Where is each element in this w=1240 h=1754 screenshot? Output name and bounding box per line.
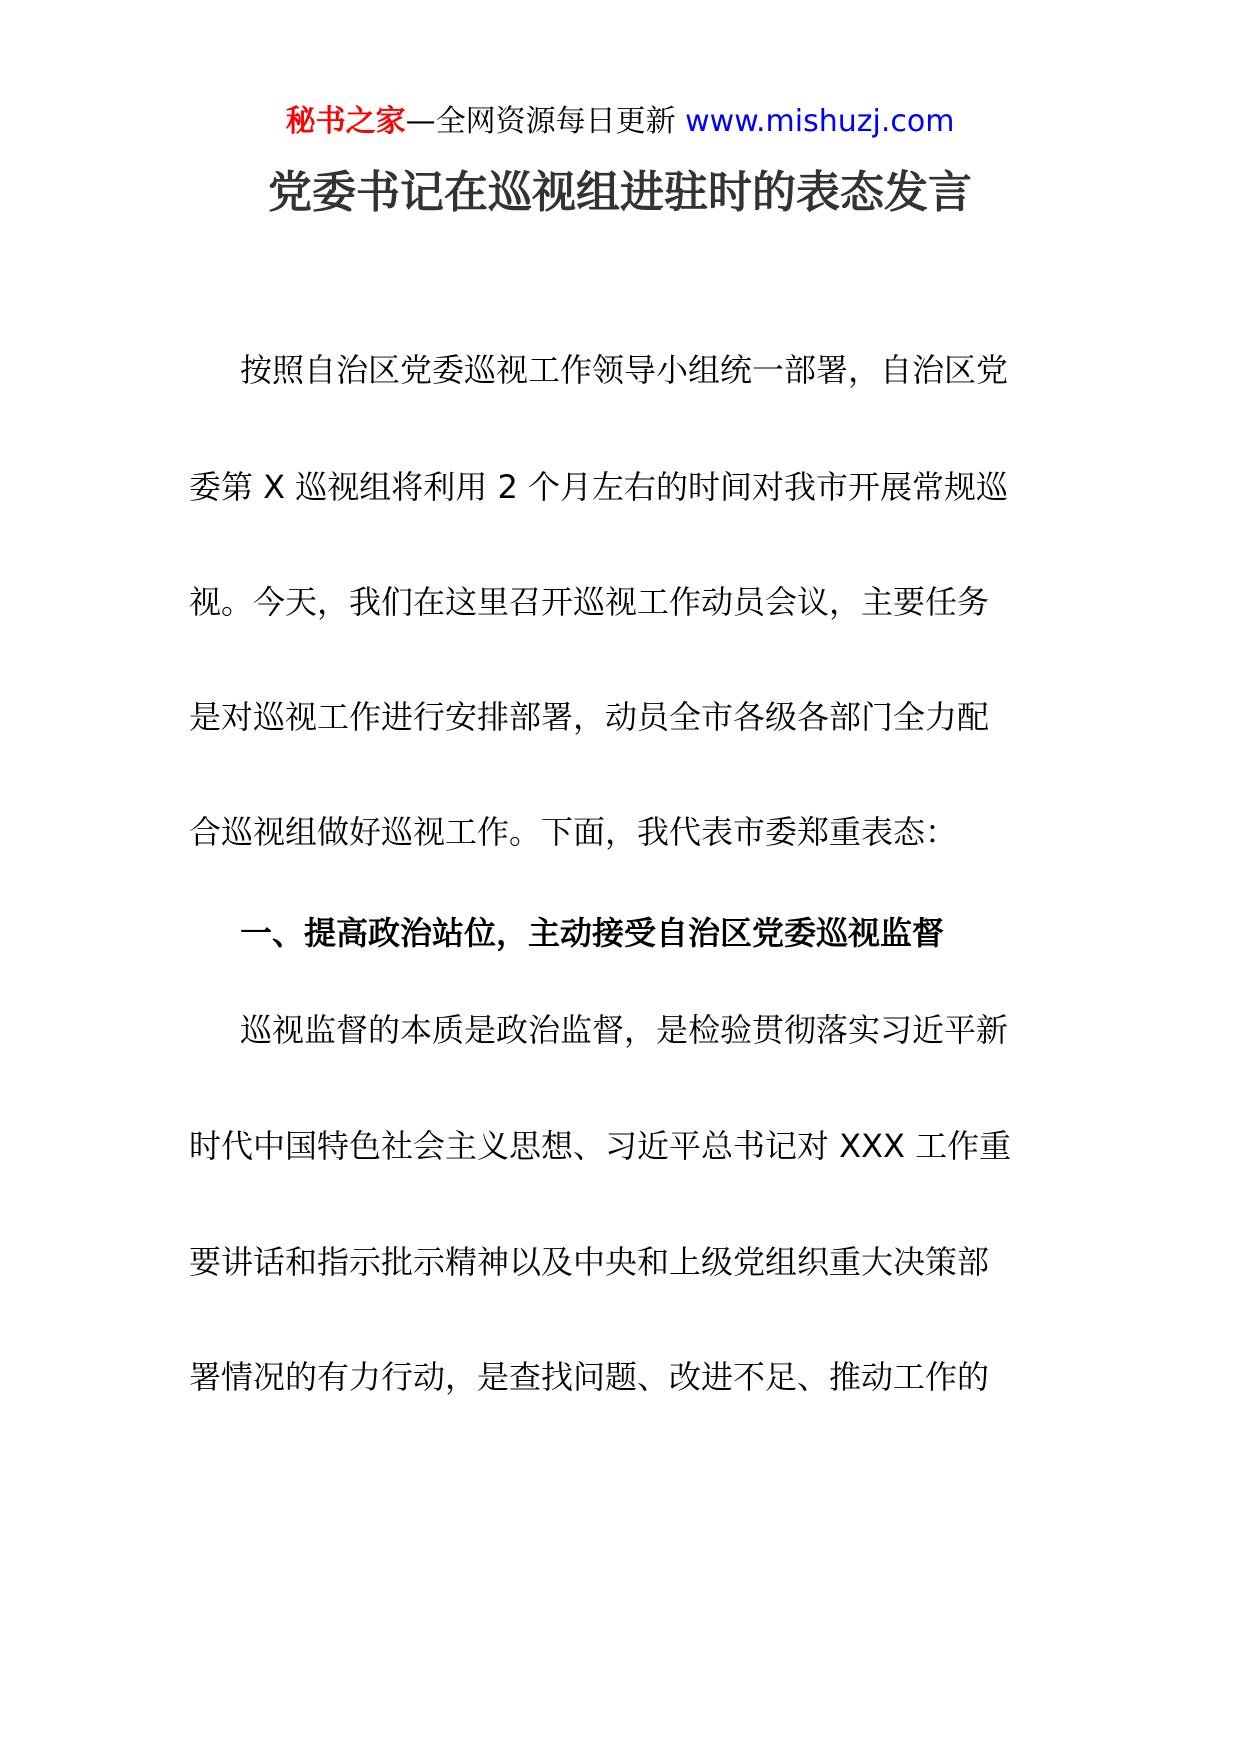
site-url-link[interactable]: www.mishuzj.com [685,104,955,139]
paragraph-1-line-5: 合巡视组做好巡视工作。下面，我代表市委郑重表态： [189,813,958,851]
paragraph-2-line-4: 署情况的有力行动，是查找问题、改进不足、推动工作的 [189,1358,990,1396]
paragraph-2-line-3: 要讲话和指示批示精神以及中央和上级党组织重大决策部 [189,1243,990,1281]
section-1-heading: 一、提高政治站位，主动接受自治区党委巡视监督 [240,914,945,952]
document-title: 党委书记在巡视组进驻时的表态发言 [268,167,972,218]
paragraph-1-line-1: 按照自治区党委巡视工作领导小组统一部署，自治区党 [240,351,1009,389]
header-tagline: —全网资源每日更新 [405,104,686,139]
brand-name: 秘书之家 [285,104,406,139]
paragraph-1-line-3: 视。今天，我们在这里召开巡视工作动员会议，主要任务 [189,583,990,621]
paragraph-2-line-1: 巡视监督的本质是政治监督，是检验贯彻落实习近平新 [240,1011,1009,1049]
paragraph-1-line-4: 是对巡视工作进行安排部署，动员全市各级各部门全力配 [189,698,990,736]
paragraph-2-line-2: 时代中国特色社会主义思想、习近平总书记对 XXX 工作重 [189,1127,1012,1165]
paragraph-1-line-2: 委第 X 巡视组将利用 2 个月左右的时间对我市开展常规巡 [189,468,1008,506]
site-header [0,100,1240,144]
